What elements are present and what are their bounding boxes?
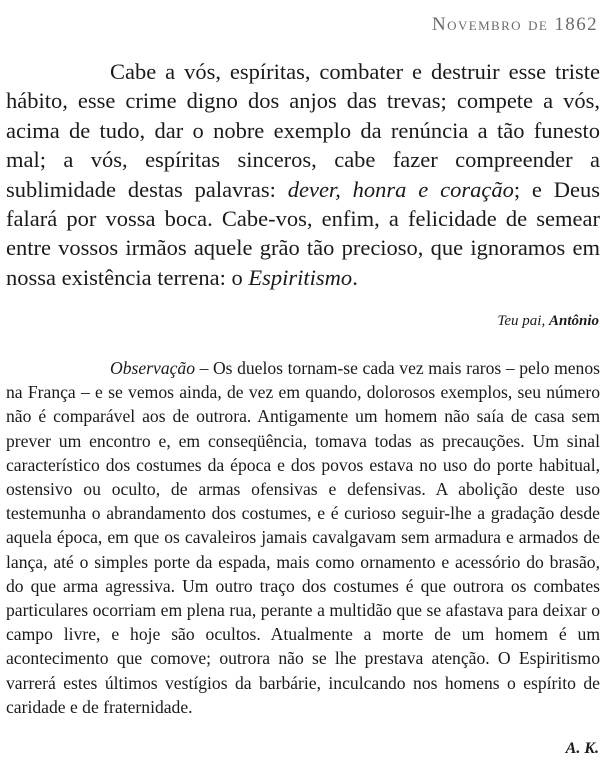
observation-paragraph — [6, 356, 600, 719]
letter-signature — [497, 313, 599, 330]
author-initials: A. K. — [565, 740, 599, 757]
observation-text: – Os duelos tornam-se cada vez mais raros – pelo menos na França – e se vemos ainda, de vez em quando, dolorosos exemplos, seu número não é comparável aos de outrora. Antigamente um homem não saía de casa sem prever um encontro e, em conseqüência, tomava todas as precauções. Um sinal característico dos costumes da época e dos povos estava no uso do porte habitual, ostensivo ou oculto, de armas ofensivas e defensivas. A abolição deste uso testemunha o abrandamento dos costumes, e é curioso seguir-lhe a gradação desde aquela época, em que os cavaleiros jamais cavalgavam sem armadura e armados de lança, até o simples porte da espada, mais como ornamento e acessório do brasão, do que arma agressiva. Um outro traço dos costumes é que outrora os combates particulares ocorriam em plena rua, perante a multidão que se afastava para deixar o campo livre, e hoje são ocultos. Atualmente a morte de um homem é um acontecimento que comove; outrora não se lhe prestava atenção. O Espiritismo varrerá estes últimos vestígios da barbárie, inculcando nos homens o espírito de caridade e de fraternidade. — [6, 358, 600, 717]
letter-paragraph — [6, 57, 600, 292]
observation-label: Observação — [110, 358, 196, 378]
signature-prefix: Teu pai, — [497, 313, 549, 329]
letter-text-part3: . — [352, 264, 358, 290]
page-header-date: Novembro de 1862 — [432, 14, 598, 35]
letter-emphasis-words: dever, honra e coração — [287, 176, 514, 202]
letter-text-part1: Cabe a vós, espíritas, combater e destruir esse triste hábito, esse crime digno dos anjos das trevas; compete a vós, acima de tudo, dar o nobre exemplo da renúncia a tão funesto mal; a vós, espíritas sinceros, cabe fazer compreender a sublimidade destas palavras: — [6, 59, 600, 202]
letter-emphasis-espiritismo: Espiritismo — [248, 264, 353, 290]
signature-name: Antônio — [548, 313, 599, 329]
letter-text-part2: ; e Deus falará por vossa boca. Cabe-vos, enfim, a felicidade de semear entre vossos irmãos aquele grão tão precioso, que ignoramos em nossa existência terrena: o — [6, 176, 600, 290]
